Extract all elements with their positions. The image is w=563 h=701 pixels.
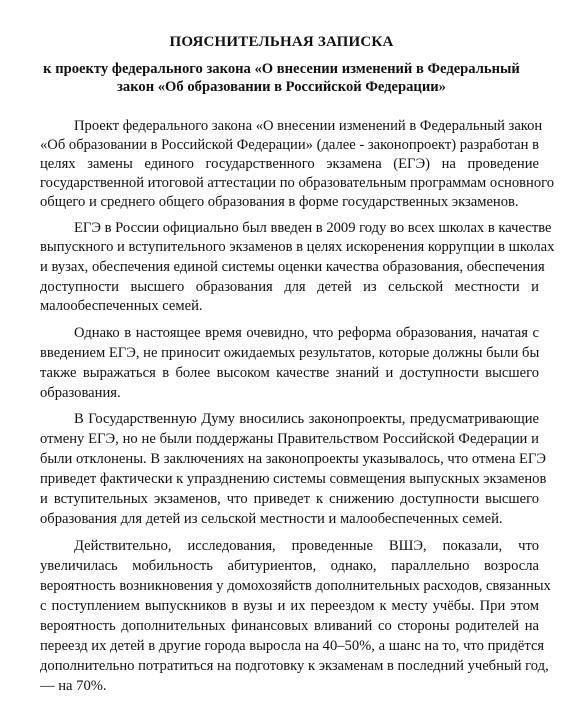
body-line: дополнительно потратиться на подготовку к экзаменам в последний учебный год, <box>40 658 549 674</box>
body-line: приведет фактически к упразднению системы совмещения выпускных экзаменов <box>40 471 547 487</box>
body-line: и вузах, обеспечения единой системы оценки качества образования, обеспечения <box>40 259 545 275</box>
body-line: государственной итоговой аттестации по образовательным программам основного <box>40 175 555 191</box>
body-line: Проект федерального закона «О внесении изменений в Федеральный закон <box>74 118 543 134</box>
body-line: выпускного и вступительного экзаменов в целях искоренения коррупции в школах <box>40 239 555 255</box>
body-line: малообеспеченных семей. <box>40 298 203 314</box>
body-line: переезд их детей в другие города выросла на 40–50%, а шанс на то, что придётся <box>40 638 545 654</box>
body-line: «Об образовании в Российской Федерации» (далее - законопроект) разработан в <box>40 137 539 153</box>
body-line: общего и среднего общего образования в форме государственных экзаменов. <box>40 194 519 210</box>
body-line: — на 70%. <box>40 678 107 694</box>
body-line: с поступлением выпускников в вузы и их переездом к месту учёбы. При этом <box>40 598 539 614</box>
document-title: ПОЯСНИТЕЛЬНАЯ ЗАПИСКА <box>169 34 394 50</box>
body-line: доступности высшего образования для детей из сельской местности и <box>40 279 539 295</box>
body-line: вероятность возникновения у домохозяйств дополнительных расходов, связанных <box>40 578 551 594</box>
body-line: целях замены единого государственного экзамена (ЕГЭ) на проведение <box>40 156 539 172</box>
body-line: Действительно, исследования, проведенные ВШЭ, показали, что <box>74 538 539 554</box>
document-subtitle-line-1: к проекту федерального закона «О внесении изменений в Федеральный <box>43 61 520 77</box>
body-line: ЕГЭ в России официально был введен в 2009 году во всех школах в качестве <box>74 220 552 236</box>
body-line: образования для детей из сельской местности и малообеспеченных семей. <box>40 511 503 527</box>
body-line: вероятность дополнительных финансовых вливаний со стороны родителей на <box>40 618 539 634</box>
body-line: введением ЕГЭ, не приносит ожидаемых результатов, которые должны были бы <box>40 345 540 361</box>
body-line: В Государственную Думу вносились законопроекты, предусматривающие <box>74 411 539 427</box>
body-line: также выражаться в более высоком качестве знаний и доступности высшего <box>40 365 539 381</box>
body-line: были отклонены. В заключениях на законопроекты указывалось, что отмена ЕГЭ <box>40 451 546 467</box>
body-line: увеличилась мобильность абитуриентов, однако, параллельно возросла <box>40 558 539 574</box>
body-line: образования. <box>40 385 121 401</box>
body-line: отмену ЕГЭ, но не были поддержаны Правительством Российской Федерации и <box>40 431 539 447</box>
body-line: и вступительных экзаменов, что приведет к снижению доступности высшего <box>40 491 539 507</box>
body-line: Однако в настоящее время очевидно, что реформа образования, начатая с <box>74 325 539 341</box>
document-subtitle-line-2: закон «Об образовании в Российской Федерации» <box>117 79 446 95</box>
